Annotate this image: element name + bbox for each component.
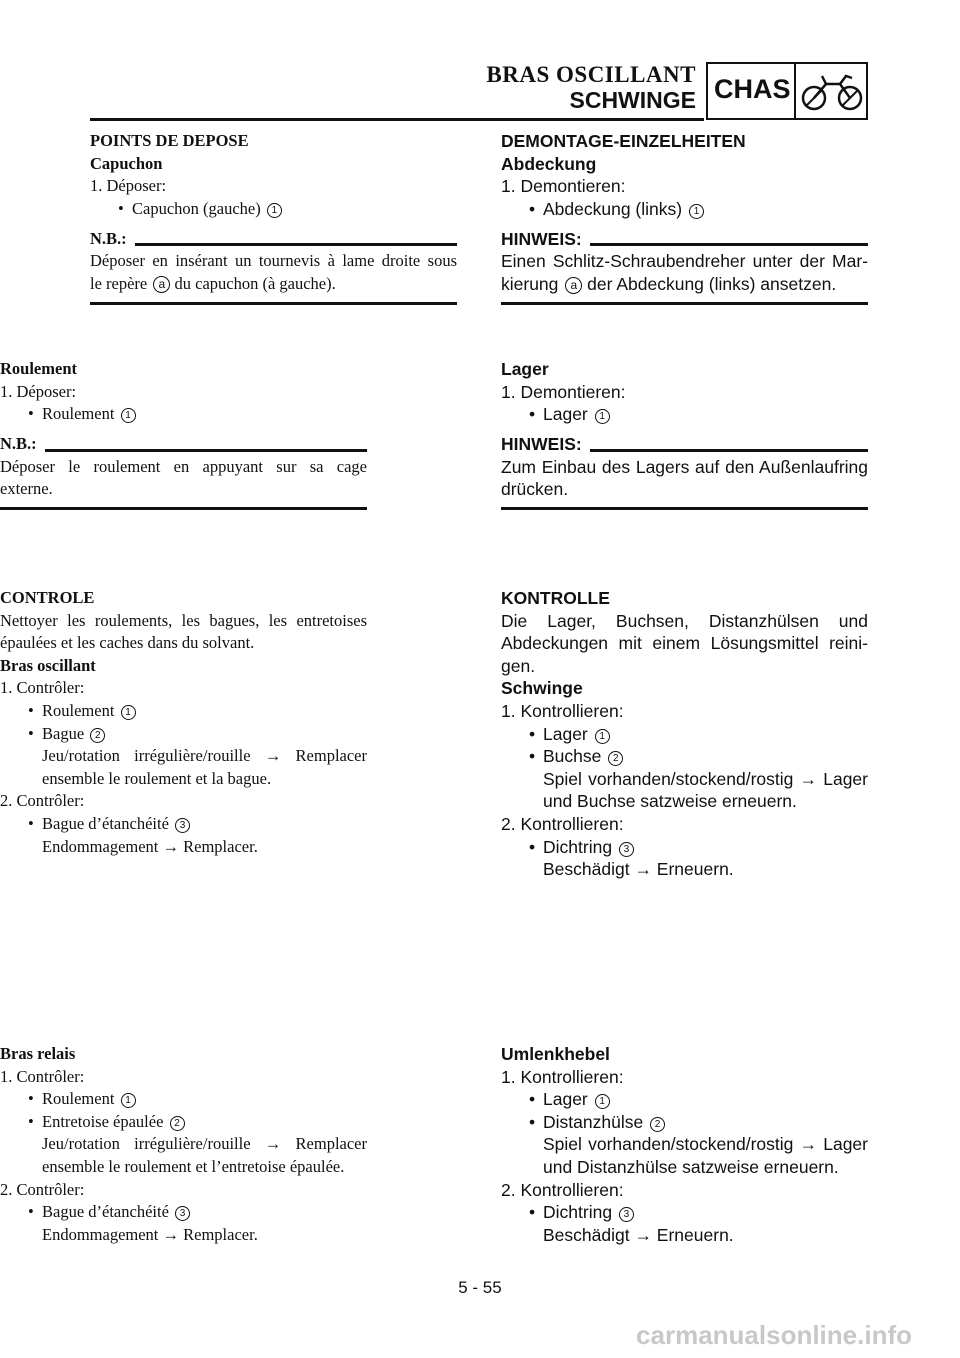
paragraph: épaulées et les caches dans du solvant. [0,633,255,653]
step-item: • Roulement 1 [0,1088,367,1111]
subsection-title: Abdeckung [501,153,597,174]
motorcycle-icon [800,72,864,112]
marker-2: 2 [90,728,105,743]
column-german-check [501,587,868,881]
step-item: • Distanzhülse 2 [501,1111,868,1134]
step-result: ensemble le roulement et l’entretoise épaulée. [42,1156,345,1176]
step-item: • Roulement 1 [0,700,367,723]
step: 1. Déposer: [0,381,77,401]
note-text: kierung a der Abdeckung (links) ansetzen. [501,273,837,294]
note-end-rule [90,302,457,305]
column-french-bearing [0,358,367,510]
column-french-check [0,587,367,858]
paragraph: Die Lager, Buchsen, Distanzhülsen und [501,610,868,631]
paragraph: Nettoyer les roulements, les bagues, les entretoises [0,610,367,630]
page-number: 5 - 55 [458,1278,502,1297]
step-item: • Abdeckung (links) 1 [501,198,868,221]
step: 2. Kontrollieren: [501,1179,624,1200]
step-result: Spiel vorhanden/stockend/rostig → Lager [543,768,868,789]
column-french-relay [0,1043,367,1246]
step: 1. Demontieren: [501,176,626,197]
step-result: ensemble le roulement et la bague. [42,768,272,788]
header-rule [90,118,704,121]
marker-1: 1 [121,408,136,423]
column-german-relay [501,1043,868,1246]
section-badge [706,62,868,120]
note-text: externe. [0,479,53,499]
note-text: Zum Einbau des Lagers auf den Außenlaufring [501,456,868,477]
column-german-bearing [501,358,868,510]
step: 2. Contrôler: [0,791,85,811]
note-end-rule [501,507,868,510]
marker-1: 1 [689,204,704,219]
marker-1: 1 [267,203,282,218]
section-title: DEMONTAGE-EINZELHEITEN [501,131,746,151]
note-text: Einen Schlitz-Schraubendreher unter der Mar- [501,251,868,272]
subsection-title: Lager [501,359,549,379]
subsection-title: Capuchon [90,153,163,173]
marker-3: 3 [175,818,190,833]
step: 1. Demontieren: [501,381,626,402]
step: 2. Kontrollieren: [501,813,624,834]
step-result: Spiel vorhanden/stockend/rostig → Lager [543,1134,868,1155]
step-item: • Bague d’étanchéité 3 [0,813,367,836]
note-text: drücken. [501,479,569,500]
step: 2. Contrôler: [0,1179,85,1199]
watermark: carmanualsonline.info [636,1320,912,1350]
step-result: Endommagement → Remplacer. [42,836,258,856]
section-badge-divider [794,64,796,118]
step-result: Jeu/rotation irrégulière/rouille → Remplacer [42,1134,367,1154]
step: 1. Kontrollieren: [501,700,624,721]
header-title-de: SCHWINGE [569,87,696,113]
step-item: • Capuchon (gauche) 1 [90,198,457,221]
step-item: • Lager 1 [501,403,868,426]
note-header: N.B.: [0,434,367,456]
marker-1: 1 [595,1094,610,1109]
note-text: le repère a du capuchon (à gauche). [90,273,336,293]
step-result: und Buchse satzweise erneuern. [543,791,797,812]
section-badge-label: CHAS [714,74,791,104]
subsection-title: Roulement [0,359,77,378]
subsection-title: Umlenkhebel [501,1044,610,1064]
paragraph: gen. [501,655,536,676]
marker-a: a [565,277,582,294]
note-text: Déposer en insérant un tournevis à lame droite sous [90,251,457,271]
marker-2: 2 [608,751,623,766]
subsection-title: Bras relais [0,1044,76,1063]
step: 1. Déposer: [90,176,167,196]
step-item: • Dichtring 3 [501,836,868,859]
marker-3: 3 [619,842,634,857]
step: 1. Kontrollieren: [501,1066,624,1087]
subsection-title: Bras oscillant [0,655,96,675]
step: 1. Contrôler: [0,1066,85,1086]
section-title: KONTROLLE [501,588,610,608]
step-item: • Entretoise épaulée 2 [0,1111,367,1134]
step-result: Beschädigt → Erneuern. [543,1224,734,1245]
step-item: • Lager 1 [501,723,868,746]
note-header: HINWEIS: [501,228,868,250]
subsection-title: Schwinge [501,678,583,699]
step-result: und Distanzhülse satzweise erneuern. [543,1156,839,1177]
marker-2: 2 [170,1116,185,1131]
marker-1: 1 [595,409,610,424]
paragraph: Abdeckungen mit einem Lösungsmittel reini- [501,633,868,654]
marker-2: 2 [650,1117,665,1132]
note-end-rule [0,507,367,510]
step-item: • Bague 2 [0,723,367,746]
marker-1: 1 [121,705,136,720]
section-title: POINTS DE DEPOSE [90,131,249,150]
marker-1: 1 [121,1093,136,1108]
note-header: HINWEIS: [501,434,868,456]
step: 1. Contrôler: [0,678,85,698]
step-item: • Roulement 1 [0,403,367,426]
step-item: • Dichtring 3 [501,1201,868,1224]
step-item: • Bague d’étanchéité 3 [0,1201,367,1224]
marker-1: 1 [595,729,610,744]
marker-3: 3 [619,1207,634,1222]
marker-a: a [153,276,170,293]
step-item: • Buchse 2 [501,745,868,768]
note-text: Déposer le roulement en appuyant sur sa cage [0,456,367,476]
marker-3: 3 [175,1206,190,1221]
note-end-rule [501,302,868,305]
section-title: CONTROLE [0,588,95,607]
step-result: Beschädigt → Erneuern. [543,859,734,880]
header-title-fr: BRAS OSCILLANT [486,62,696,87]
column-german [501,130,868,305]
step-item: • Lager 1 [501,1088,868,1111]
step-result: Jeu/rotation irrégulière/rouille → Remplacer [42,746,367,766]
step-result: Endommagement → Remplacer. [42,1224,258,1244]
note-header: N.B.: [90,228,457,250]
column-french [90,130,457,305]
